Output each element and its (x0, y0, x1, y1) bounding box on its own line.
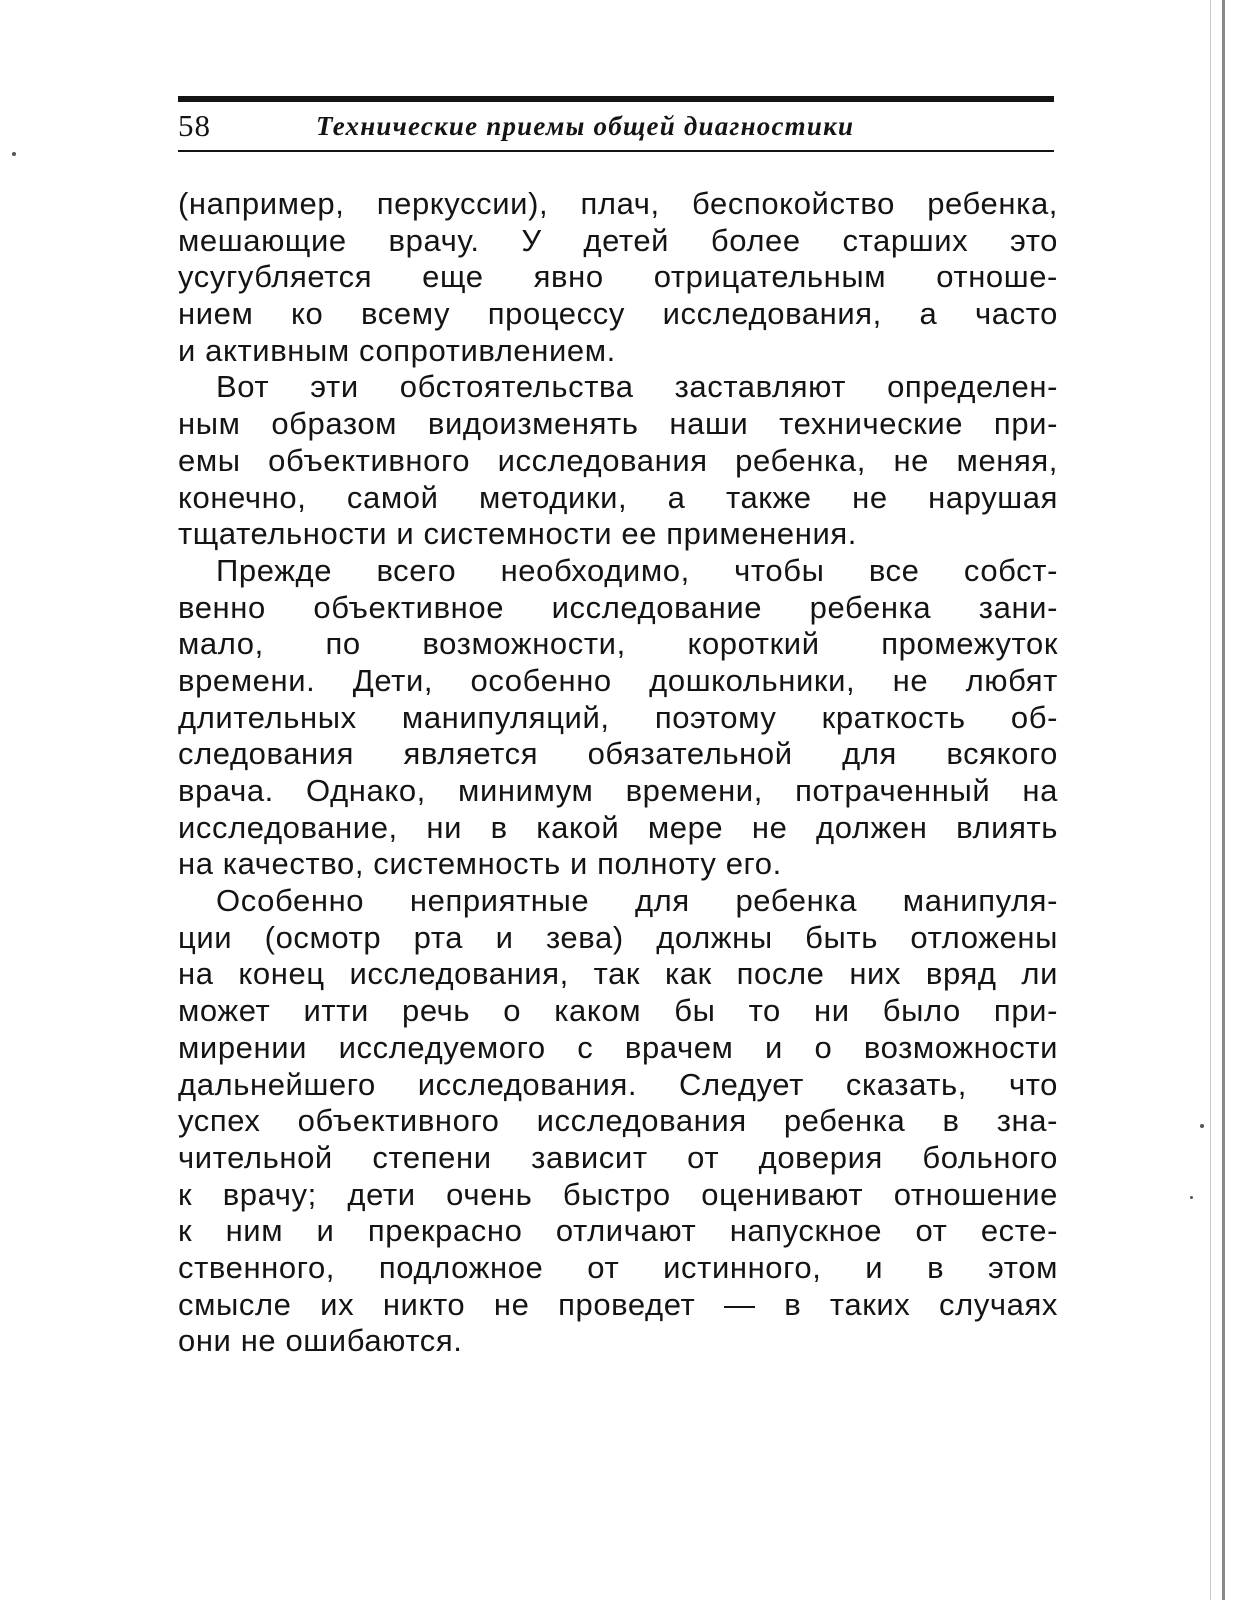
page-number: 58 (178, 108, 211, 143)
text-line: времени. Дети, особенно дошкольники, не любят (178, 662, 1058, 698)
text-line: мешающие врачу. У детей более старших это (178, 222, 1058, 258)
scan-speck (1200, 1124, 1204, 1128)
body-text (178, 186, 1058, 1360)
text-line: чительной степени зависит от доверия больного (178, 1139, 1058, 1175)
scan-speck (12, 152, 16, 156)
text-line: следования является обязательной для всякого (178, 736, 1058, 772)
text-line: мирении исследуемого с врачем и о возможности (178, 1029, 1058, 1065)
header-rule-bottom (178, 150, 1054, 152)
text-line: на качество, системность и полноту его. (178, 846, 782, 882)
text-line: исследование, ни в какой мере не должен влиять (178, 809, 1058, 845)
text-line: Особенно неприятные для ребенка манипуля- (216, 883, 1058, 919)
text-line: ции (осмотр рта и зева) должны быть отложены (178, 919, 1058, 955)
text-line: успех объективного исследования ребенка в зна- (178, 1103, 1058, 1139)
text-line: врача. Однако, минимум времени, потраченный на (178, 773, 1058, 808)
text-line: дальнейшего исследования. Следует сказать, что (178, 1066, 1058, 1102)
paragraph (178, 553, 1058, 883)
text-line: конечно, самой методики, а также не нарушая (178, 479, 1058, 515)
header-rule-top (178, 96, 1054, 102)
text-line: на конец исследования, так как после них вряд ли (178, 956, 1058, 992)
text-line: может итти речь о каком бы то ни было при- (178, 993, 1058, 1029)
running-header (178, 96, 1054, 154)
text-line: Прежде всего необходимо, чтобы все собст- (216, 552, 1058, 588)
text-line: усугубляется еще явно отрицательным отноше- (178, 259, 1058, 295)
paragraph (178, 186, 1058, 369)
text-line: они не ошибаются. (178, 1323, 463, 1359)
paragraph (178, 369, 1058, 552)
text-line: венно объективное исследование ребенка зани- (178, 589, 1058, 625)
text-line: ным образом видоизменять наши технические при- (178, 406, 1058, 442)
text-line: (например, перкуссии), плач, беспокойство ребенка, (178, 186, 1058, 221)
text-line: и активным сопротивлением. (178, 332, 616, 368)
text-line: мало, по возможности, короткий промежуток (178, 626, 1058, 662)
text-line: емы объективного исследования ребенка, не меняя, (178, 442, 1058, 478)
scan-speck (1190, 1196, 1193, 1199)
text-line: ственного, подложное от истинного, и в этом (178, 1249, 1058, 1285)
paragraph (178, 883, 1058, 1360)
text-line: к врачу; дети очень быстро оценивают отношение (178, 1176, 1058, 1212)
running-title: Технические приемы общей диагностики (316, 111, 855, 141)
text-line: тщательности и системности ее применения. (178, 516, 857, 552)
page-edge-shadow (1222, 0, 1225, 1600)
text-line: смысле их никто не проведет — в таких случаях (178, 1286, 1058, 1322)
text-line: нием ко всему процессу исследования, а часто (178, 296, 1058, 332)
text-line: Вот эти обстоятельства заставляют определен- (216, 369, 1058, 405)
text-line: к ним и прекрасно отличают напускное от есте- (178, 1213, 1058, 1249)
page-edge-shadow-thin (1210, 0, 1211, 1600)
text-line: длительных манипуляций, поэтому краткость об- (178, 699, 1058, 735)
